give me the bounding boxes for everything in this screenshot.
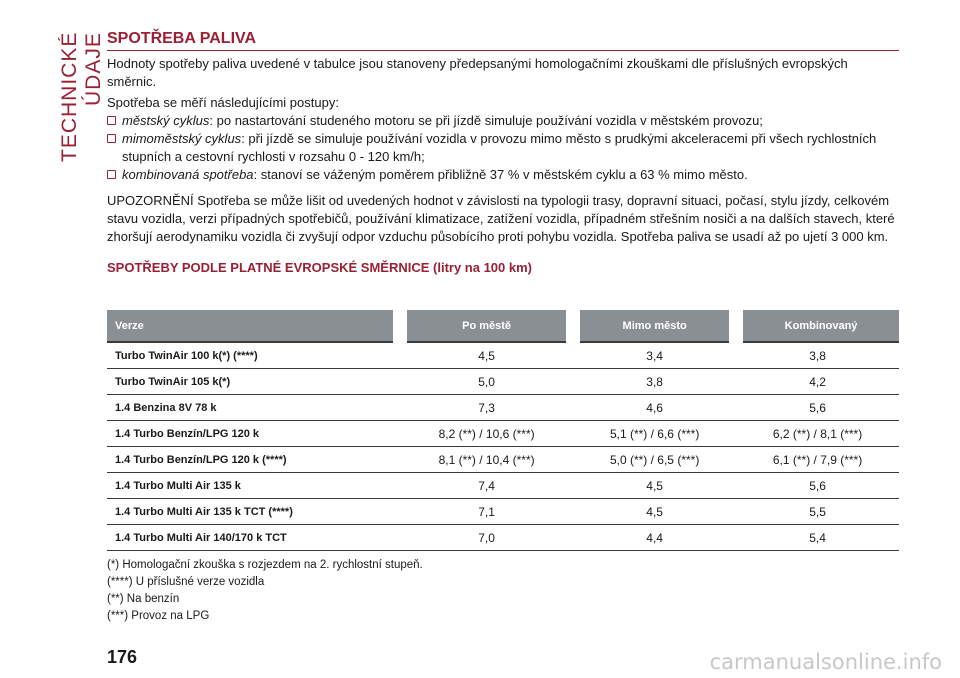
footnote: (*) Homologační zkouška s rozjezdem na 2. rychlostní stupeň. [107,559,423,571]
cell-city: 5,0 [400,369,573,395]
page-title: SPOTŘEBA PALIVA [107,30,899,51]
cell-extra-urban: 5,0 (**) / 6,5 (***) [573,447,736,473]
cell-version: Turbo TwinAir 100 k(*) (****) [107,342,400,369]
footnote: (****) U příslušné verze vozidla [107,576,265,588]
cell-city: 7,1 [400,499,573,525]
watermark-text: carmanualsonline.info [709,650,942,674]
table-row [107,342,899,369]
cell-combined: 5,4 [736,525,899,551]
cell-extra-urban: 3,8 [573,369,736,395]
cell-city: 7,3 [400,395,573,421]
footnotes [107,557,899,625]
bullet-item [107,130,899,166]
cell-version: 1.4 Turbo Multi Air 135 k TCT (****) [107,499,400,525]
bullet-text: : stanoví se váženým poměrem přibližně 37 % v městském cyklu a 63 % mimo město. [253,167,748,182]
cell-combined: 6,1 (**) / 7,9 (***) [736,447,899,473]
cell-city: 4,5 [400,342,573,369]
cell-version: 1.4 Turbo Multi Air 140/170 k TCT [107,525,400,551]
bullet-term: kombinovaná spotřeba [122,167,254,182]
consumption-table [107,310,899,551]
warning-paragraph: UPOZORNĚNÍ Spotřeba se může lišit od uvedených hodnot v závislosti na typologii trasy, dopravní situaci, počasí, stylu jízdy, celkovém stavu vozidla, verzi případných spotřebičů, používání klimatizace, zatížení vozidla, případném střešním nosiči a na dalších stavech, které zhoršují aerodynamiku vozidla či zvyšují odpor vzduchu působícího proti pohybu vozidla. Spotřeba paliva se usadí až po ujetí 3 000 km. [107,193,895,244]
cell-combined: 6,2 (**) / 8,1 (***) [736,421,899,447]
page-content [107,30,899,625]
header-combined: Kombinovaný [736,310,899,342]
procedures-intro: Spotřeba se měří následujícími postupy: [107,95,339,110]
cell-version: 1.4 Turbo Benzín/LPG 120 k (****) [107,447,400,473]
header-city: Po městě [400,310,573,342]
table-row [107,473,899,499]
checkbox-bullet-icon [107,170,116,179]
cell-city: 7,0 [400,525,573,551]
cell-combined: 4,2 [736,369,899,395]
bullet-item [107,166,899,184]
table-heading: SPOTŘEBY PODLE PLATNÉ EVROPSKÉ SMĚRNICE (litry na 100 km) [107,260,533,275]
table-row [107,499,899,525]
cell-combined: 5,6 [736,473,899,499]
cell-city: 8,1 (**) / 10,4 (***) [400,447,573,473]
footnote: (**) Na benzín [107,593,180,605]
bullet-text: : při jízdě se simuluje používání vozidla v provozu mimo město s prudkými akceleracemi při všech rychlostních stupních a cestovní rychlosti v rozsahu 0 - 120 km/h; [122,131,877,164]
checkbox-bullet-icon [107,116,116,125]
cell-version: Turbo TwinAir 105 k(*) [107,369,400,395]
cell-extra-urban: 5,1 (**) / 6,6 (***) [573,421,736,447]
cell-extra-urban: 3,4 [573,342,736,369]
table-row [107,421,899,447]
table-row [107,447,899,473]
side-section-title: TECHNICKÉ ÚDAJE [58,32,105,163]
table-row [107,395,899,421]
checkbox-bullet-icon [107,134,116,143]
footnote: (***) Provoz na LPG [107,610,210,622]
intro-paragraph: Hodnoty spotřeby paliva uvedené v tabulce jsou stanoveny předepsanými homologačními zkouškami dle příslušných evropských směrnic. [107,56,848,89]
page-number: 176 [107,647,138,667]
cell-city: 8,2 (**) / 10,6 (***) [400,421,573,447]
cell-version: 1.4 Turbo Benzín/LPG 120 k [107,421,400,447]
table-row [107,525,899,551]
bullet-term: městský cyklus [122,113,210,128]
cell-city: 7,4 [400,473,573,499]
cell-combined: 3,8 [736,342,899,369]
table-row [107,369,899,395]
bullet-term: mimoměstský cyklus [122,131,242,146]
table-header-row [107,310,899,342]
cell-combined: 5,5 [736,499,899,525]
bullet-text: : po nastartování studeného motoru se při jízdě simuluje používání vozidla v městském provozu; [209,113,763,128]
header-extra-urban: Mimo město [573,310,736,342]
cell-extra-urban: 4,5 [573,499,736,525]
cell-combined: 5,6 [736,395,899,421]
cell-extra-urban: 4,6 [573,395,736,421]
cell-version: 1.4 Benzina 8V 78 k [107,395,400,421]
cell-version: 1.4 Turbo Multi Air 135 k [107,473,400,499]
cell-extra-urban: 4,5 [573,473,736,499]
cell-extra-urban: 4,4 [573,525,736,551]
header-version: Verze [107,310,400,342]
bullet-item [107,112,899,130]
